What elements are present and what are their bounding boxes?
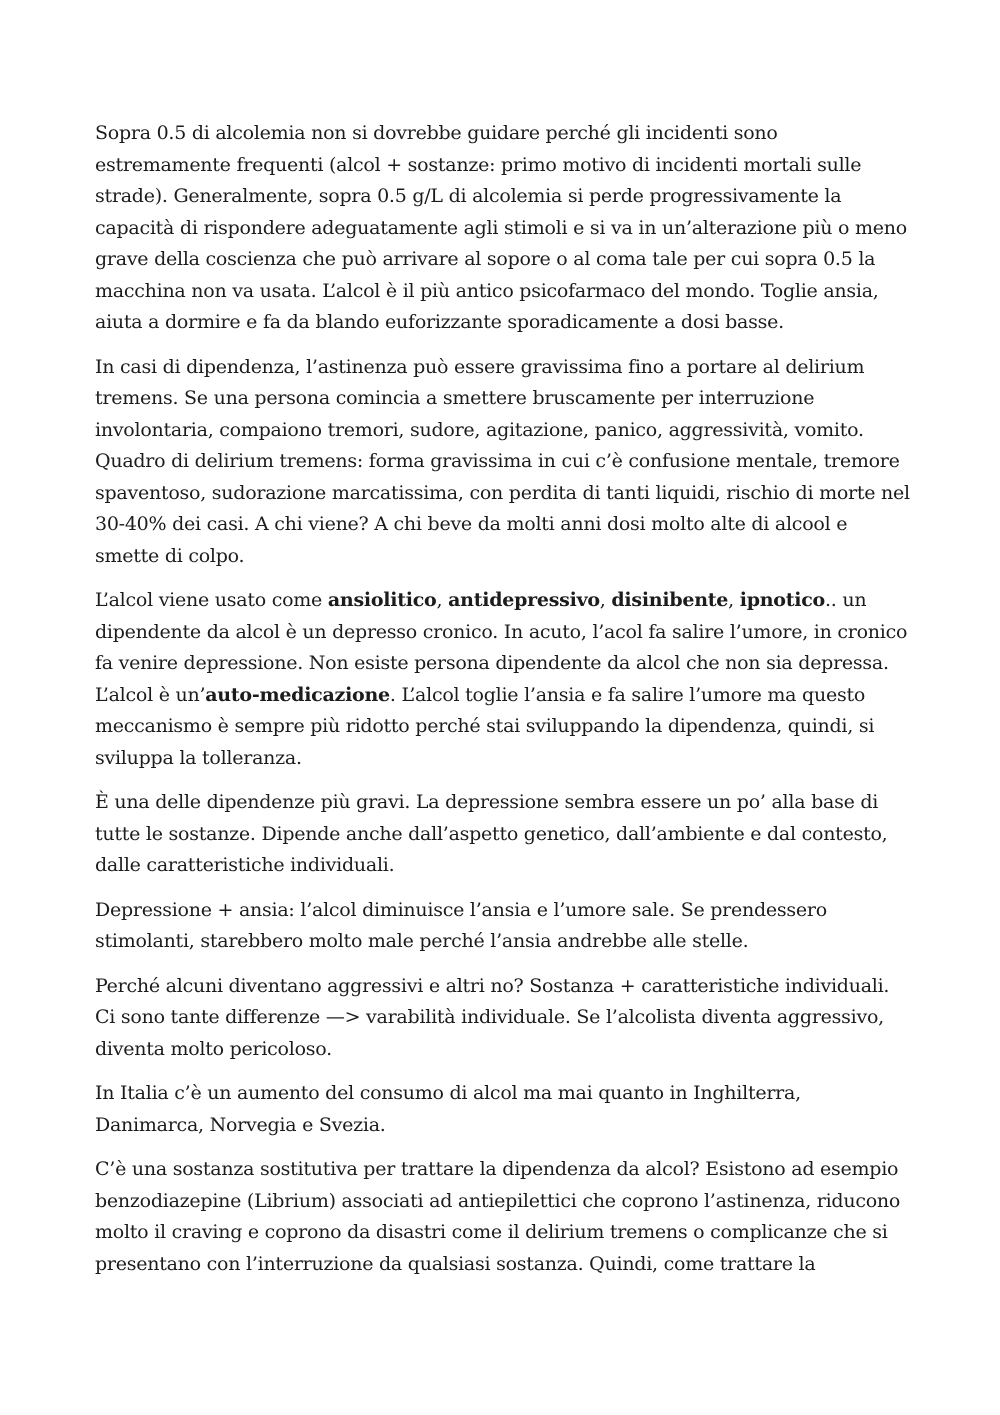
text-segment: , bbox=[436, 589, 449, 611]
text-segment: . L’alcol toglie l’ansia e fa salire l’umore ma questo meccanismo è sempre più ridotto perché stai sviluppando la dipendenza, quindi, si sviluppa la tolleranza. bbox=[95, 683, 875, 769]
text-segment: In Italia c’è un aumento del consumo di alcol ma mai quanto in Inghilterra, Danimarca, Norvegia e Svezia. bbox=[95, 1082, 801, 1136]
text-segment: È una delle dipendenze più gravi. La depressione sembra essere un po’ alla base di tutte le sostanze. Dipende anche dall’aspetto genetico, dall’ambiente e dal contesto, dalle caratteristiche individuali. bbox=[95, 791, 888, 876]
paragraph bbox=[95, 585, 910, 774]
text-segment: , bbox=[728, 589, 740, 611]
text-segment: C’è una sostanza sostitutiva per trattare la dipendenza da alcol? Esistono ad esempio benzodiazepine (Librium) associati ad antiepilettici che coprono l’astinenza, riducono molto il craving e coprono da disastri come il delirium tremens o complicanze che si presentano con l’interruzione da qualsiasi sostanza. Quindi, come trattare la bbox=[95, 1158, 901, 1275]
paragraph bbox=[95, 895, 910, 958]
bold-term: disinibente bbox=[611, 589, 729, 611]
text-segment: , bbox=[599, 589, 612, 611]
bold-term: auto-medicazione bbox=[205, 683, 390, 706]
text-segment: L’alcol viene usato come bbox=[95, 589, 328, 611]
paragraph bbox=[95, 787, 910, 882]
paragraph bbox=[95, 1154, 910, 1280]
text-segment: Perché alcuni diventano aggressivi e altri no? Sostanza + caratteristiche individuali. Ci sono tante differenze —> varabilità individuale. Se l’alcolista diventa aggressivo, diventa molto pericoloso. bbox=[95, 974, 890, 1060]
text-segment: .. un dipendente da alcol è un depresso cronico. In acuto, l’acol fa salire l’umore, in cronico fa venire depressione. Non esiste persona dipendente da alcol che non sia depressa. L’alcol è un’ bbox=[95, 589, 908, 706]
text-segment: Depressione + ansia: l’alcol diminuisce l’ansia e l’umore sale. Se prendessero stimolanti, starebbero molto male perché l’ansia andrebbe alle stelle. bbox=[95, 898, 827, 952]
paragraph bbox=[95, 971, 910, 1066]
paragraph bbox=[95, 352, 910, 573]
bold-term: antidepressivo bbox=[448, 589, 600, 611]
text-segment: Sopra 0.5 di alcolemia non si dovrebbe guidare perché gli incidenti sono estremamente frequenti (alcol + sostanze: primo motivo di incidenti mortali sulle strade). Generalmente, sopra 0.5 g/L di alcolemia si perde progressivamente la capacità di rispondere adeguatamente agli stimoli e si va in un’alterazione più o meno grave della coscienza che può arrivare al sopore o al coma tale per cui sopra 0.5 la macchina non va usata. L’alcol è il più antico psicofarmaco del mondo. Toglie ansia, aiuta a dormire e fa da blando euforizzante sporadicamente a dosi basse. bbox=[95, 122, 907, 333]
text-segment: In casi di dipendenza, l’astinenza può essere gravissima fino a portare al delirium tremens. Se una persona comincia a smettere bruscamente per interruzione involontaria, compaiono tremori, sudore, agitazione, panico, aggressività, vomito. Quadro di delirium tremens: forma gravissima in cui c’è confusione mentale, tremore spaventoso, sudorazione marcatissima, con perdita di tanti liquidi, rischio di morte nel 30-40% dei casi. A chi viene? A chi beve da molti anni dosi molto alte di alcool e smette di colpo. bbox=[95, 355, 910, 567]
document-page bbox=[95, 118, 910, 1293]
bold-term: ansiolitico bbox=[327, 589, 437, 611]
bold-term: ipnotico bbox=[739, 589, 825, 611]
paragraph bbox=[95, 1078, 910, 1141]
paragraph bbox=[95, 118, 910, 339]
